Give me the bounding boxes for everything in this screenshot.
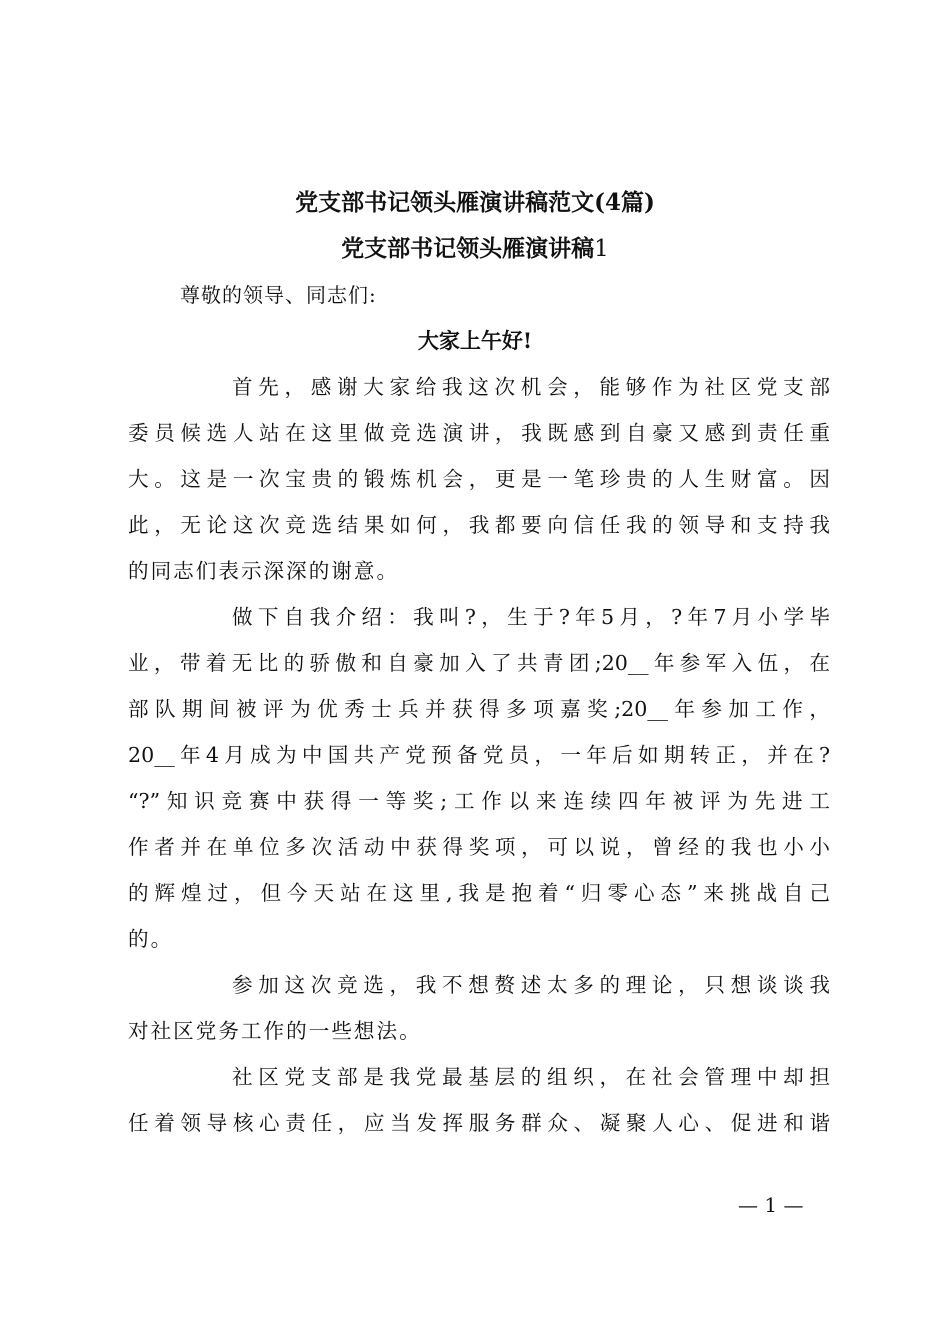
body-line: 业，带着无比的骄傲和自豪加入了共青团;20__年参军入伍，在 [128,651,830,675]
document-title: 党支部书记领头雁演讲稿范文(4篇) [295,189,655,216]
body-line: 任着领导核心责任，应当发挥服务群众、凝聚人心、促进和谐 [128,1111,830,1135]
body-line: 的同志们表示深深的谢意。 [128,559,400,583]
body-line: “?”知识竞赛中获得一等奖;工作以来连续四年被评为先进工 [128,789,830,813]
body-line: 参加这次竞选，我不想赘述太多的理论，只想谈谈我 [232,973,830,997]
body-line: 社区党支部是我党最基层的组织，在社会管理中却担 [232,1065,830,1089]
speech-heading-number: 1 [594,236,609,262]
body-line: 首先，感谢大家给我这次机会，能够作为社区党支部 [232,375,830,399]
body-line: 此，无论这次竞选结果如何，我都要向信任我的领导和支持我 [128,513,830,537]
speech-heading-text: 党支部书记领头雁演讲稿 [341,235,595,262]
body-line: 大。这是一次宝贵的锻炼机会，更是一笔珍贵的人生财富。因 [128,467,830,491]
body-line: 20__年4月成为中国共产党预备党员，一年后如期转正，并在? [128,743,830,767]
body-line: 对社区党务工作的一些想法。 [128,1019,422,1043]
body-line: 部队期间被评为优秀士兵并获得多项嘉奖;20__年参加工作， [128,697,830,721]
salutation: 尊敬的领导、同志们: [180,283,377,307]
page-number: — 1 — [738,1193,804,1217]
speech-heading [0,234,950,264]
body-line: 的。 [128,927,174,951]
body-line: 做下自我介绍：我叫?，生于?年5月，?年7月小学毕 [232,605,830,629]
body-line: 委员候选人站在这里做竞选演讲，我既感到自豪又感到责任重 [128,421,830,445]
greeting: 大家上午好! [417,328,533,353]
body-line: 作者并在单位多次活动中获得奖项，可以说，曾经的我也小小 [128,835,830,859]
body-line: 的辉煌过，但今天站在这里,我是抱着“归零心态”来挑战自己 [128,881,830,905]
